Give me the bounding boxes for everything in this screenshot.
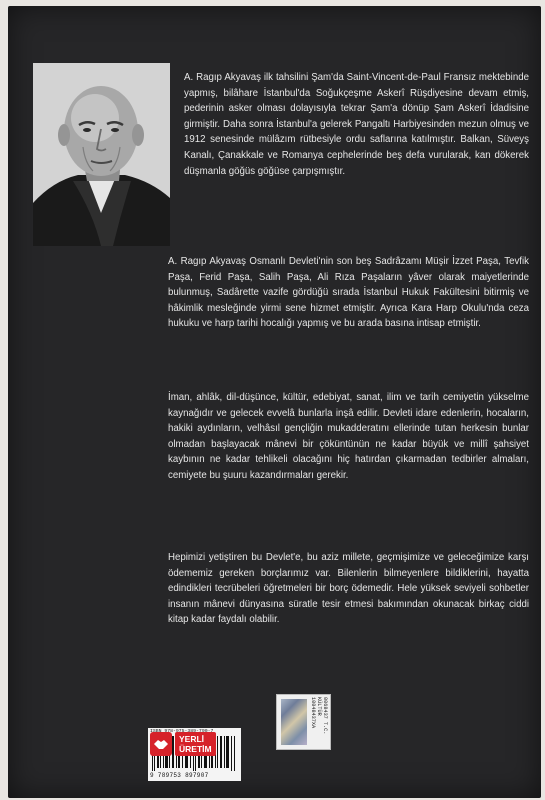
handshake-icon [150,732,172,756]
logo-line-1: YERLİ [179,734,205,744]
paragraph-biography-education: A. Ragıp Akyavaş ilk tahsilini Şam'da Saint-Vincent-de-Paul Fransız mektebinde yapmış, bilâhare İstanbul'da Soğukçeşme Askerî Rüşdiyesine devam etmiş, pederinin asker olması dolayısıyla tekrar Şam'a dönüp Şam Askerî İdadisine girmiştir. Daha sonra İstanbul'a gelerek Pangaltı Harbiyesinden mezun olmuş ve 1912 senesinde mülâzım rütbesiyle ordu saflarına katılmıştır. Balkan, Süveyş Kanalı, Çanakkale ve Romanya cephelerinde beş defa vurularak, kan dökerek düşmanla göğüs göğüse çarpışmıştır. [184,72,529,177]
back-cover [8,6,541,798]
paragraph-biography-career: A. Ragıp Akyavaş Osmanlı Devleti'nin son beş Sadrâzamı Müşir İzzet Paşa, Tevfik Paşa, Ferid Paşa, Salih Paşa, Ali Rıza Paşaların yâver olarak maiyetlerinde bulunmuş, Sadârette vazife gördüğü sırada İstanbul Hukuk Fakültesini bitirmiş ve hâkimlik mesleğinde yirmi sene hizmet etmiştir. Ayrıca Kara Harp Okulu'nda ceza hukuku ve harp tarihi hocalığı yapmış ve bu arada basına intisap etmiştir. [168,256,529,330]
hologram-icon [281,699,307,745]
author-portrait-drawing [33,63,170,246]
yerli-uretim-logo [150,732,216,756]
logo-line-2: ÜRETİM [179,744,212,754]
paragraph-duty: Hepimizi yetiştiren bu Devlet'e, bu aziz millete, geçmişimize ve geleceğimize karşı ödememiz gereken borçlarımız var. Bilenlerin bilmeyenlere bildiklerini, hayatta edindikleri tecrübeleri öğretmeleri bir borç ödemedir. Hele yüksek seviyeli sohbetler insanın mânevi dünyasına süratle tesir etmesi bakımından okunacak birkaç ciddi kitap kadar faydalı olabilir. [168,552,529,626]
author-portrait [33,63,170,246]
sticker-code: 0068437 T.C. KÜLTÜR 10048437XA [310,697,328,735]
paragraph-values: İman, ahlâk, dil-düşünce, kültür, edebiyat, sanat, ilim ve tarih cemiyetin yükselme kaynağıdır ve gelecek evvelâ bunlarla inşâ edilir. Devleti idare edenlerin, hocaların, hakiki aydınların, velhâsıl gençliğin mukadderatını ellerinde tutan herkesin bunlar olmadan başlayacak mânevi bir çöküntünün ne kadar büyük ve millî şahsiyet kaybının ne kadar tehlikeli olacağını hiç hatırdan çıkarmadan tedbirler almaları, cemiyete bu şuuru kazandırmaları gerekir. [168,392,529,481]
isbn-digits: 9 789753 897907 [150,772,209,779]
ministry-sticker [276,694,331,750]
